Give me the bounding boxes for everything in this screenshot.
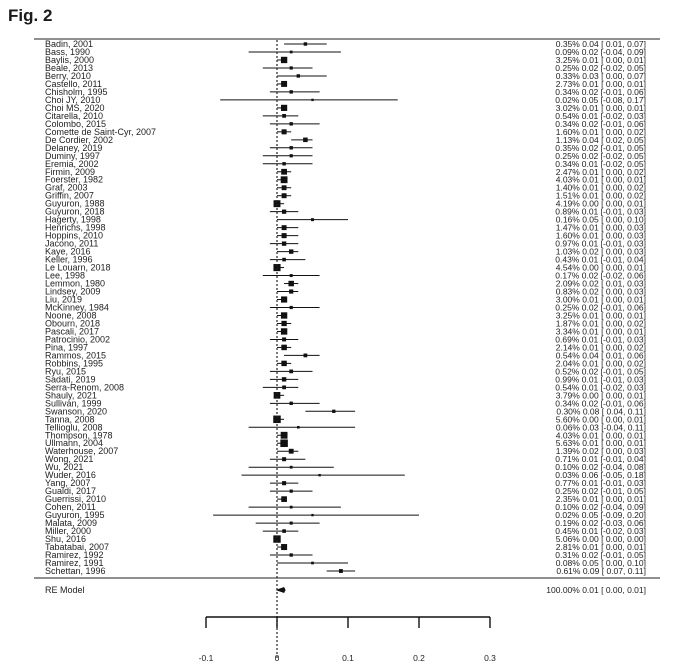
study-value: 1.60% 0.01 [ 0.00, 0.03] [555,230,646,241]
x-tick-label: 0.3 [484,653,496,663]
point-estimate [311,514,313,516]
study-label: Badin, 2001 [45,39,94,49]
study-label: Shu, 2016 [45,534,87,545]
point-estimate [281,345,287,351]
point-estimate [297,74,300,77]
point-estimate [282,162,285,165]
study-label: Hagerty, 1998 [45,214,101,225]
study-value: 4.54% 0.00 [ 0.00, 0.01] [555,262,646,273]
point-estimate [282,481,286,485]
study-value: 2.47% 0.01 [ 0.00, 0.02] [555,166,646,177]
study-label: Colombo, 2015 [45,118,107,129]
study-label: Pina, 1997 [45,342,89,353]
study-label: Shauly, 2021 [45,390,97,401]
study-value: 0.43% 0.01 [-0.01, 0.04] [555,254,646,265]
study-label: Comette de Saint-Cyr, 2007 [45,126,157,137]
point-estimate [281,169,287,175]
point-estimate [282,337,286,341]
study-value: 0.19% 0.02 [-0.03, 0.06] [555,518,646,529]
point-estimate [304,354,308,358]
study-value: 0.02% 0.05 [-0.08, 0.17] [555,94,646,105]
study-label: Wu, 2021 [45,462,84,473]
point-estimate [281,296,287,302]
study-label: Lindsey, 2009 [45,286,101,297]
study-value: 2.09% 0.02 [ 0.01, 0.03] [555,278,646,289]
point-estimate [290,506,293,509]
point-estimate [281,496,287,502]
study-value: 0.10% 0.02 [-0.04, 0.08] [555,462,646,473]
point-estimate [288,281,293,286]
study-value: 2.73% 0.01 [ 0.00, 0.01] [555,78,646,89]
point-estimate [281,544,287,550]
study-label: Keller, 1996 [45,254,93,265]
study-value: 3.79% 0.00 [ 0.00, 0.01] [555,390,646,401]
point-estimate [282,225,287,230]
study-value: 0.83% 0.02 [ 0.00, 0.03] [555,286,646,297]
study-label: Tanna, 2008 [45,414,95,425]
point-estimate [290,122,293,125]
study-label: Eremia, 2002 [45,158,99,169]
study-value: 0.31% 0.02 [-0.01, 0.05] [555,550,646,561]
study-value: 0.03% 0.06 [-0.05, 0.18] [555,470,646,481]
point-estimate [289,146,292,149]
point-estimate [282,377,286,381]
study-label: Malata, 2009 [45,518,98,529]
point-estimate [290,306,293,309]
study-value: 2.14% 0.01 [ 0.00, 0.02] [555,342,646,353]
point-estimate [318,474,320,476]
point-estimate [281,81,287,87]
study-label: Guyuron, 1988 [45,198,105,209]
study-label: Lee, 1998 [45,270,86,281]
point-estimate [290,51,293,54]
study-value: 0.89% 0.01 [-0.01, 0.03] [555,206,646,217]
study-label: Wong, 2021 [45,454,94,465]
study-value: 0.35% 0.02 [-0.01, 0.05] [555,142,646,153]
summary-row [45,585,646,595]
study-value: 0.25% 0.02 [-0.01, 0.06] [555,302,646,313]
summary-value: 100.00% 0.01 [ 0.00, 0.01] [546,585,646,595]
study-label: Swanson, 2020 [45,406,108,417]
study-value: 1.60% 0.01 [ 0.00, 0.02] [555,126,646,137]
study-value: 0.25% 0.02 [-0.02, 0.05] [555,150,646,161]
point-estimate [282,129,287,134]
study-value: 3.02% 0.01 [ 0.00, 0.01] [555,102,646,113]
point-estimate [290,274,293,277]
study-value: 1.47% 0.01 [ 0.00, 0.03] [555,222,646,233]
point-estimate [289,289,293,293]
point-estimate [282,233,287,238]
point-estimate [289,370,293,374]
study-value: 2.04% 0.01 [ 0.00, 0.02] [555,358,646,369]
point-estimate [282,210,286,214]
study-value: 1.40% 0.01 [ 0.00, 0.02] [555,182,646,193]
study-label: Patrocinio, 2002 [45,334,111,345]
study-value: 1.51% 0.01 [ 0.00, 0.02] [555,190,646,201]
study-label: Lemmon, 1980 [45,278,106,289]
study-label: Ryu, 2015 [45,366,87,377]
study-value: 0.34% 0.02 [-0.01, 0.06] [555,86,646,97]
study-value: 0.10% 0.02 [-0.04, 0.09] [555,502,646,513]
point-estimate [311,562,314,565]
point-estimate [290,466,293,469]
study-label: Schettan, 1996 [45,566,106,576]
study-label: Delaney, 2019 [45,142,103,153]
x-tick-label: -0.1 [198,653,214,663]
point-estimate [290,490,293,493]
study-value: 4.03% 0.01 [ 0.00, 0.01] [555,430,646,441]
point-estimate [297,426,300,429]
study-label: Obourn, 2018 [45,318,101,329]
point-estimate [282,258,286,262]
study-value: 4.03% 0.01 [ 0.00, 0.01] [555,174,646,185]
study-value: 3.25% 0.01 [ 0.00, 0.01] [555,54,646,65]
study-label: Thompson, 1978 [45,430,113,441]
study-value: 2.81% 0.01 [ 0.00, 0.01] [555,542,646,553]
study-label: Cohen, 2011 [45,502,96,513]
study-label: Graf, 2003 [45,182,88,193]
study-label: Citarella, 2010 [45,110,104,121]
point-estimate [281,432,288,439]
study-value: 0.09% 0.02 [-0.04, 0.09] [555,46,646,57]
study-value: 0.06% 0.03 [-0.04, 0.11] [555,422,646,433]
study-value: 0.35% 0.04 [ 0.01, 0.07] [555,39,646,49]
point-estimate [290,553,293,556]
study-label: Choi MS, 2020 [45,102,105,113]
point-estimate [281,57,287,63]
study-value: 0.52% 0.02 [-0.01, 0.05] [555,366,646,377]
point-estimate [281,176,288,183]
study-label: McKinney, 1984 [45,302,109,313]
study-label: Castello, 2011 [45,78,102,89]
point-estimate [281,328,287,334]
study-value: 0.33% 0.03 [ 0.00, 0.07] [555,70,646,81]
study-value: 0.77% 0.01 [-0.01, 0.03] [555,478,646,489]
study-rows [45,39,646,595]
study-value: 0.45% 0.01 [-0.02, 0.03] [555,526,646,537]
study-value: 4.19% 0.00 [ 0.00, 0.01] [555,198,646,209]
point-estimate [280,439,288,447]
study-label: Kaye, 2016 [45,246,91,257]
point-estimate [290,522,293,525]
study-value: 3.00% 0.01 [ 0.00, 0.01] [555,294,646,305]
study-label: Yang, 2007 [45,478,91,489]
x-tick-label: 0 [274,653,280,663]
point-estimate [281,312,287,318]
point-estimate [339,569,343,573]
point-estimate [290,66,293,69]
study-value: 1.13% 0.04 [ 0.02, 0.05] [555,134,646,145]
study-value: 0.34% 0.02 [-0.01, 0.06] [555,398,646,409]
study-value: 2.35% 0.01 [ 0.00, 0.01] [555,494,646,505]
point-estimate [290,154,293,157]
study-value: 0.54% 0.04 [ 0.01, 0.06] [555,350,646,361]
point-estimate [290,402,293,405]
x-axis [199,40,497,663]
point-estimate [281,105,287,111]
study-value: 0.25% 0.02 [-0.01, 0.05] [555,486,646,497]
study-value: 1.03% 0.02 [ 0.00, 0.03] [555,246,646,257]
point-estimate [289,449,294,454]
study-row [45,566,646,576]
point-estimate [282,193,287,198]
study-value: 0.99% 0.01 [-0.01, 0.03] [555,374,646,385]
point-estimate [332,410,335,413]
study-label: De Cordier, 2002 [45,134,114,145]
point-estimate [303,138,308,143]
study-value: 0.54% 0.01 [-0.02, 0.03] [555,110,646,121]
study-label: Pascali, 2017 [45,326,100,337]
summary-label: RE Model [45,585,85,595]
study-value: 0.34% 0.02 [-0.01, 0.06] [555,118,646,129]
point-estimate [282,385,286,389]
point-estimate [281,361,286,366]
study-value: 1.87% 0.01 [ 0.00, 0.02] [555,318,646,329]
study-label: Noone, 2008 [45,310,97,321]
study-label: Griffin, 2007 [45,190,94,201]
study-label: Guyuron, 1995 [45,510,105,521]
study-label: Liu, 2019 [45,294,83,305]
study-label: Hoppins, 2010 [45,230,104,241]
study-label: Wuder, 2016 [45,470,96,481]
study-value: 3.25% 0.01 [ 0.00, 0.01] [555,310,646,321]
study-label: Tabatabai, 2007 [45,542,110,553]
study-label: Miller, 2000 [45,526,92,537]
study-label: Choi JY, 2010 [45,94,101,105]
point-estimate [282,114,286,118]
point-estimate [311,99,313,101]
study-label: Serra-Renom, 2008 [45,382,125,393]
study-label: Gualdi, 2017 [45,486,97,497]
study-value: 0.97% 0.01 [-0.01, 0.03] [555,238,646,249]
study-label: Tellioglu, 2008 [45,422,103,433]
study-value: 3.34% 0.01 [ 0.00, 0.01] [555,326,646,337]
point-estimate [282,529,286,533]
study-label: Foerster, 1982 [45,174,104,185]
study-value: 0.69% 0.01 [-0.01, 0.03] [555,334,646,345]
x-tick-label: 0.2 [413,653,425,663]
study-label: Robbins, 1995 [45,358,104,369]
study-value: 0.30% 0.08 [ 0.04, 0.11] [556,406,646,417]
study-value: 5.06% 0.00 [ 0.00, 0.00] [555,534,646,545]
point-estimate [282,241,286,245]
study-value: 0.17% 0.02 [-0.02, 0.06] [555,270,646,281]
study-label: Berry, 2010 [45,70,91,81]
study-label: Guerrissi, 2010 [45,494,107,505]
study-value: 0.61% 0.09 [ 0.07, 0.11] [556,566,646,576]
study-label: Beale, 2013 [45,62,94,73]
study-label: Firmin, 2009 [45,166,96,177]
study-value: 5.63% 0.01 [ 0.00, 0.01] [555,438,646,449]
point-estimate [282,457,286,461]
study-value: 0.08% 0.05 [ 0.00, 0.10] [555,558,646,569]
point-estimate [289,249,293,253]
point-estimate [281,321,286,326]
study-label: Ramirez, 1991 [45,558,104,569]
study-label: Ullmann, 2004 [45,438,104,449]
x-tick-label: 0.1 [342,653,354,663]
study-label: Sullivan, 1999 [45,398,102,409]
study-label: Duminy, 1997 [45,150,100,161]
study-value: 0.02% 0.05 [-0.09, 0.20] [555,510,646,521]
study-label: Henrichs, 1998 [45,222,106,233]
study-label: Jacono, 2011 [45,238,99,249]
study-label: Chisholm, 1995 [45,86,108,97]
study-value: 0.54% 0.01 [-0.02, 0.03] [555,382,646,393]
study-value: 0.25% 0.02 [-0.02, 0.05] [555,62,646,73]
point-estimate [282,185,287,190]
study-value: 1.39% 0.02 [ 0.00, 0.03] [555,446,646,457]
figure-label: Fig. 2 [8,6,53,25]
study-label: Rammos, 2015 [45,350,107,361]
study-label: Ramirez, 1992 [45,550,104,561]
study-label: Bass, 1990 [45,46,91,57]
study-label: Baylis, 2000 [45,54,95,65]
study-value: 0.16% 0.05 [ 0.00, 0.10] [555,214,646,225]
study-label: Waterhouse, 2007 [45,446,119,457]
study-label: Guyuron, 2018 [45,206,105,217]
study-value: 5.60% 0.00 [ 0.00, 0.01] [555,414,646,425]
study-value: 0.71% 0.01 [-0.01, 0.04] [555,454,646,465]
point-estimate [304,42,307,45]
study-label: Le Louarn, 2018 [45,262,111,273]
point-estimate [290,90,293,93]
point-estimate [311,218,314,221]
study-value: 0.34% 0.01 [-0.02, 0.05] [555,158,646,169]
study-label: Sadati, 2019 [45,374,96,385]
